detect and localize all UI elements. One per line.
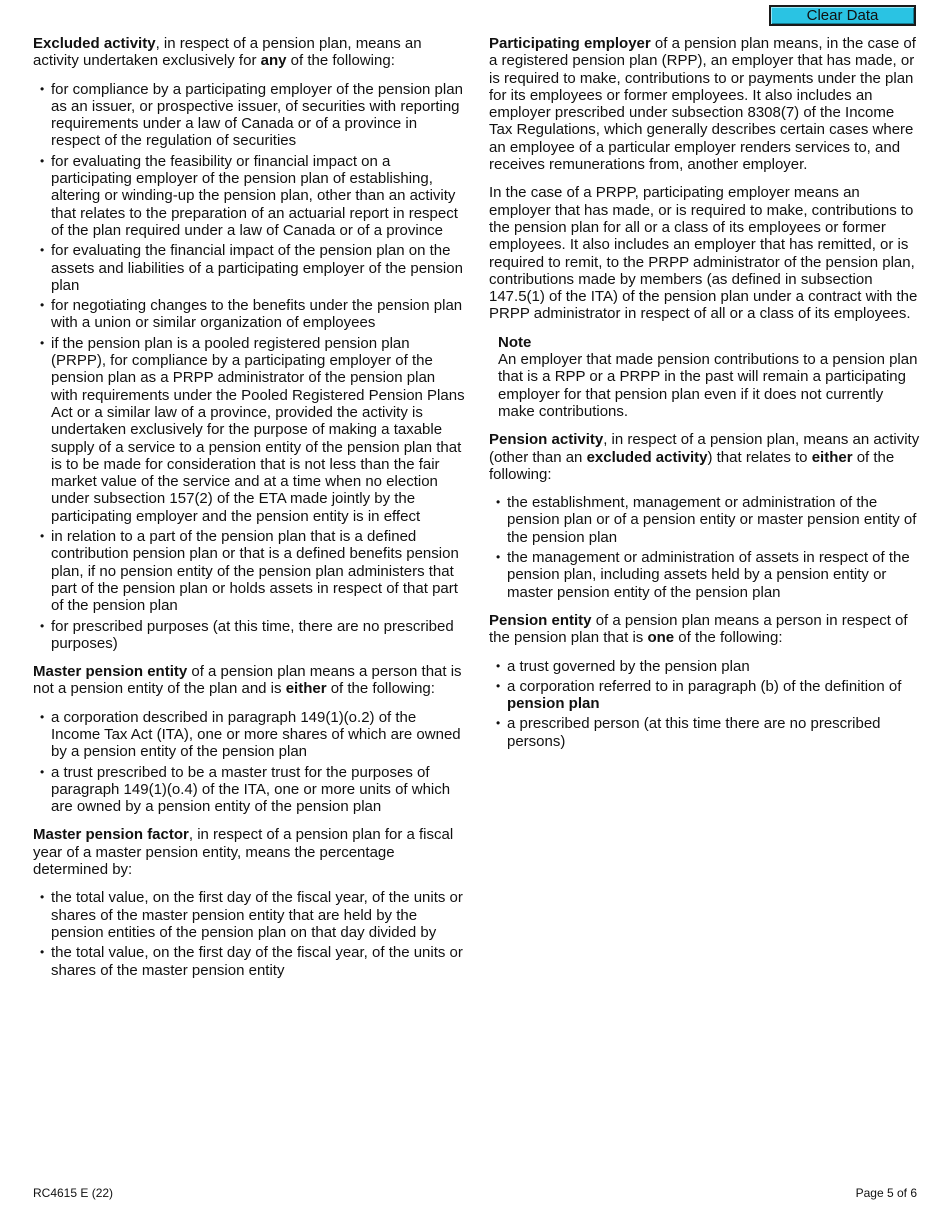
pension-entity-term: Pension entity [489, 611, 592, 629]
master-pension-entity-term: Master pension entity [33, 663, 188, 681]
pension-activity-list [489, 494, 921, 601]
list-item: • a trust prescribed to be a master trust for the purposes of paragraph 149(1)(o.4) of the ITA, one or more units of which are owned by a pension entity of the pension plan [33, 764, 465, 816]
list-item: • for prescribed purposes (at this time, there are no prescribed purposes) [33, 618, 465, 653]
list-item: • a corporation described in paragraph 149(1)(o.2) of the Income Tax Act (ITA), one or more shares of which are owned by a pension entity of the pension plan [33, 709, 465, 761]
excluded-activity-list [33, 81, 465, 653]
participating-employer-term: Participating employer [489, 35, 651, 52]
master-pension-entity-list [33, 709, 465, 816]
master-pension-factor-list [33, 889, 465, 978]
list-item: • a prescribed person (at this time there are no prescribed persons) [489, 715, 921, 750]
left-column [33, 35, 465, 990]
pension-activity-term: Pension activity [489, 431, 604, 449]
pension-entity-list [489, 658, 921, 750]
list-item: • the total value, on the first day of the fiscal year, of the units or shares of the master pension entity [33, 944, 465, 979]
excluded-activity-definition: Excluded activity, in respect of a pension plan, means an activity undertaken exclusively for any of the following: [33, 35, 422, 70]
master-pension-factor-definition: Master pension factor, in respect of a pension plan for a fiscal year of a master pension entity, means the percentage determined by: [33, 826, 454, 879]
note-body: An employer that made pension contributions to a pension plan that is a RPP or a PRPP in the past will remain a participating employer for that pension plan even if it does not currently make contributions. [498, 351, 918, 420]
list-item: • a trust governed by the pension plan [489, 658, 921, 675]
pension-activity-definition: Pension activity, in respect of a pension plan, means an activity (other than an excluded activity) that relates to either of the following: [489, 431, 920, 483]
right-column [489, 35, 921, 761]
list-item: • for evaluating the feasibility or financial impact on a participating employer of the pension plan of establishing, altering or winding-up the pension plan, other than an activity that relates to the preparation of an actuarial report in respect of the plan required under a law of Canada or of a province [33, 153, 465, 239]
note-title: Note [498, 333, 532, 351]
list-item: • a corporation referred to in paragraph (b) of the definition of pension plan [489, 678, 921, 713]
clear-data-button[interactable]: Clear Data [769, 5, 916, 26]
list-item: • for evaluating the financial impact of the pension plan on the assets and liabilities of a participating employer of the pension plan [33, 242, 465, 294]
list-item: • the establishment, management or administration of the pension plan or of a pension entity or master pension entity of the pension plan [489, 494, 921, 546]
master-pension-entity-definition: Master pension entity of a pension plan means a person that is not a pension entity of the plan and is either of the following: [33, 663, 462, 698]
participating-employer-definition: Participating employer of a pension plan means, in the case of a registered pension plan (RPP), an employer that has made, or is required to make, contributions to or payments under the plan for its employees or former employees. It also includes an employer prescribed under subsection 8308(7) of the Income Tax Regulations, which generally describes certain cases where an employee of a particular employer renders services to, and receives remunerations from, another employer. [489, 35, 916, 174]
list-item: • if the pension plan is a pooled registered pension plan (PRPP), for compliance by a participating employer of the pension plan as a PRPP administrator of the pension plan with requirements under the Pooled Registered Pension Plans Act or a similar law of a province, provided the activity is undertaken exclusively for the purpose of making a taxable supply of a service to a pension entity of the pension plan that is to be made for consideration that is not less than the fair market value of the service and at a time when no election under subsection 157(2) of the ETA made jointly by the participating employer and the pension entity is in effect [33, 335, 465, 525]
master-pension-factor-term: Master pension factor [33, 826, 189, 844]
list-item: • in relation to a part of the pension plan that is a defined contribution pension plan or that is a defined benefits pension plan, if no pension entity of the pension plan administers that part of the pension plan or holds assets in respect of that part of the pension plan [33, 528, 465, 614]
list-item: • the management or administration of assets in respect of the pension plan, including assets held by a pension entity or master pension entity of the pension plan [489, 549, 921, 601]
list-item: • the total value, on the first day of the fiscal year, of the units or shares of the master pension entity that are held by the pension entities of the pension plan on that day divided by [33, 889, 465, 941]
list-item: • for compliance by a participating employer of the pension plan as an issuer, or prospective issuer, of securities with reporting requirements under a law of Canada or of a province in respect of the regulation of securities [33, 81, 465, 150]
prpp-participating-employer-paragraph: In the case of a PRPP, participating employer means an employer that has made, or is required to make, contributions to the pension plan for all or a class of its employees or former employees. It also includes an employer that has remitted, or is required to remit, to the PRPP administrator of the pension plan, contributions made by members (as defined in subsection 147.5(1) of the ITA) of the pension plan under a contract with the PRPP administrator in respect of all or a class of its employees. [489, 184, 918, 323]
page-number: Page 5 of 6 [855, 1186, 917, 1200]
form-identifier: RC4615 E (22) [33, 1186, 114, 1200]
pension-entity-definition: Pension entity of a pension plan means a person in respect of the pension plan that is one of the following: [489, 611, 908, 647]
excluded-activity-term: Excluded activity [33, 35, 156, 52]
list-item: • for negotiating changes to the benefits under the pension plan with a union or similar organization of employees [33, 297, 465, 332]
note-box [489, 334, 921, 420]
